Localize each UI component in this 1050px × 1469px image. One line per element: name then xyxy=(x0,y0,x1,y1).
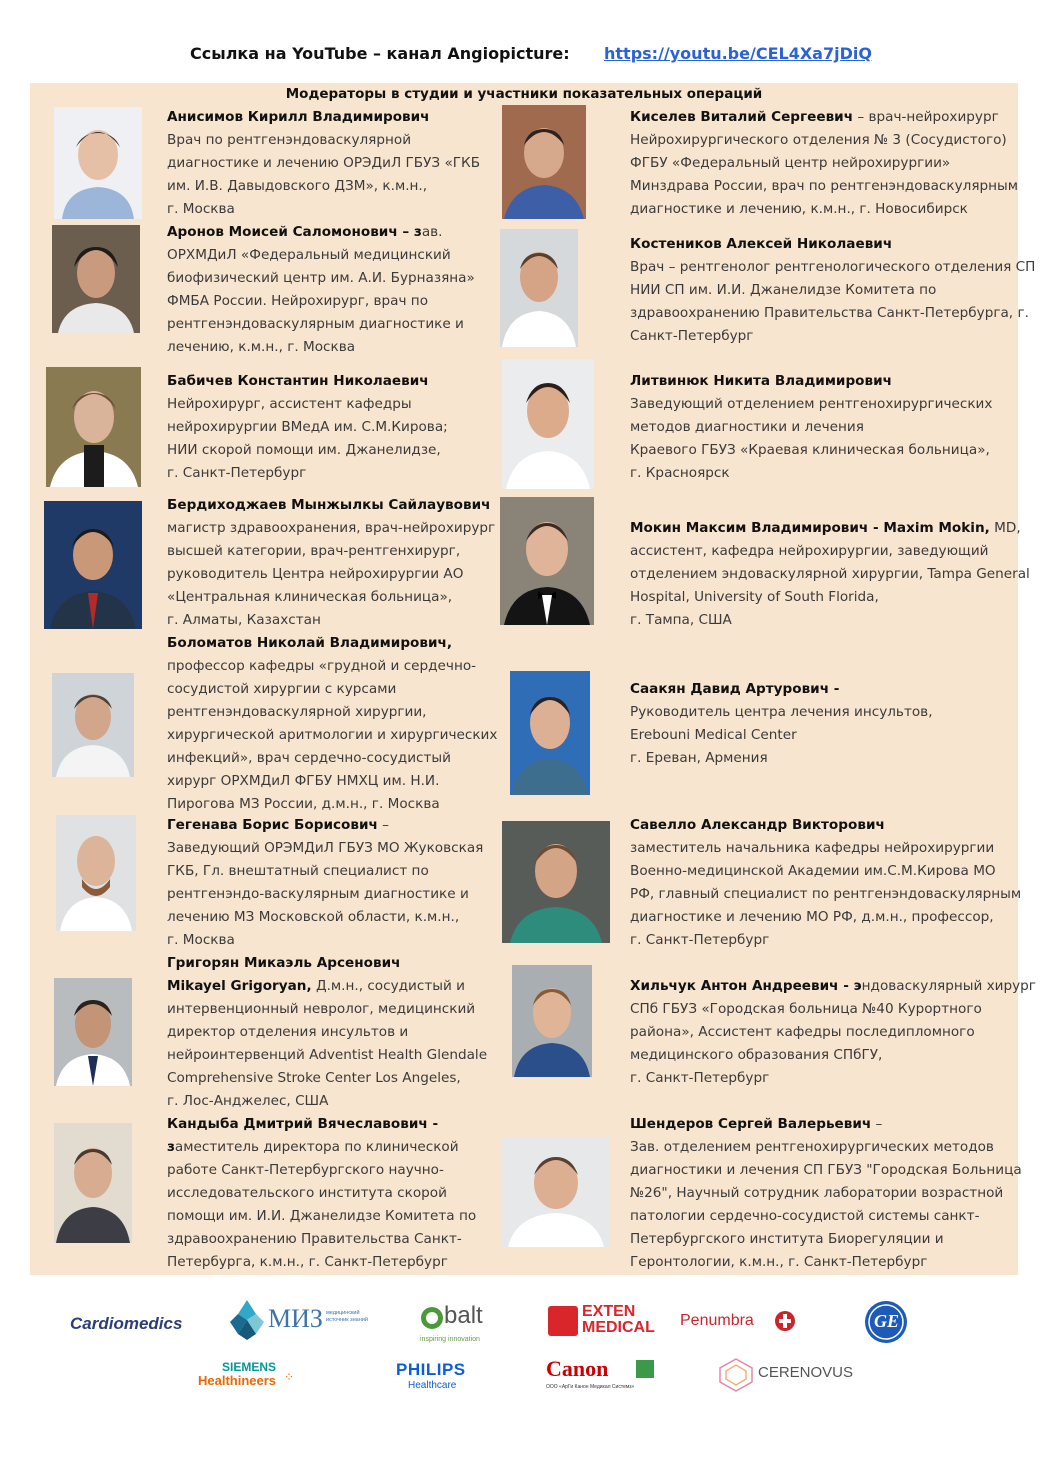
participant-line: г. Ереван, Армения xyxy=(630,750,768,766)
participant-name-latin: Mikayel Grigoryan, xyxy=(167,978,312,994)
philips-top: PHILIPS xyxy=(396,1360,466,1379)
participant-line: нейрохирургии ВМедА им. С.М.Кирова; xyxy=(167,419,448,435)
participant-line: Руководитель центра лечения инсультов, xyxy=(630,704,933,720)
participant-line: ассистент, кафедра нейрохирургии, заведующий xyxy=(630,543,989,559)
participant-line: Врач по рентгенэндоваскулярной xyxy=(167,132,412,148)
photo-kiselev xyxy=(502,105,586,219)
participant-line: НИИ скорой помощи им. Джанелидзе, xyxy=(167,442,441,458)
participant-line: района», Ассистент кафедры последипломного xyxy=(630,1024,975,1040)
photo-berdikhodzhaev xyxy=(44,501,142,629)
participant-line: работе Санкт-Петербургского научно- xyxy=(167,1162,444,1178)
participant-line: здравоохранению Правительства Санкт- xyxy=(167,1231,462,1247)
participant-line: нейроинтервенций Adventist Health Glendale xyxy=(167,1047,488,1063)
participant-line: Военно-медицинской Академии им.С.М.Кирова МО xyxy=(630,863,996,879)
balt-logo xyxy=(420,1300,510,1344)
participant-line: диагностике и лечению ОРЭДиЛ ГБУЗ «ГКБ xyxy=(167,155,481,171)
participant-line: Заведующий ОРЭМДиЛ ГБУЗ МО Жуковская xyxy=(167,840,484,856)
participant-right-2 xyxy=(630,370,1010,485)
participant-line: диагностике и лечению, к.м.н., г. Новосибирск xyxy=(630,201,968,217)
participant-line: здравоохранению Правительства Санкт-Петербурга, г. xyxy=(630,305,1029,321)
cerenovus-logo xyxy=(718,1358,858,1392)
participant-line: медицинского образования СПбГУ, xyxy=(630,1047,883,1063)
photo-kostenikov xyxy=(500,229,578,347)
extenmedical-bottom: MEDICAL xyxy=(582,1319,655,1336)
participant-line: СПб ГБУЗ «Городская больница №40 Курортного xyxy=(630,1001,982,1017)
participant-left-6 xyxy=(167,952,487,1113)
participant-line: Геронтологии, к.м.н., г. Санкт-Петербург xyxy=(630,1254,928,1270)
canon-wordmark: Canon xyxy=(546,1356,609,1381)
participant-name: Анисимов Кирилл Владимирович xyxy=(167,109,430,125)
participant-line: ФМБА России. Нейрохирург, врач по xyxy=(167,293,429,309)
philips-logo xyxy=(396,1360,486,1394)
participant-line: магистр здравоохранения, врач-нейрохирург xyxy=(167,520,496,536)
photo-savello xyxy=(502,821,610,943)
siemens-logo xyxy=(198,1360,308,1394)
participant-line: лечению, к.м.н., г. Москва xyxy=(167,339,356,355)
balt-tagline: inspiring innovation xyxy=(420,1336,480,1343)
participant-line: Hospital, University of South Florida, xyxy=(630,589,879,605)
ge-logo xyxy=(864,1300,908,1344)
participant-line: Д.м.н., сосудистый и xyxy=(311,978,465,994)
penumbra-wordmark: Penumbra xyxy=(680,1312,754,1329)
participant-line: НИИ СП им. И.И. Джанелидзе Комитета по xyxy=(630,282,937,298)
participant-line: ГКБ, Гл. внештатный специалист по xyxy=(167,863,429,879)
participant-line: методов диагностики и лечения xyxy=(630,419,864,435)
participant-line: Erebouni Medical Center xyxy=(630,727,797,743)
siemens-top: SIEMENS xyxy=(222,1360,277,1374)
youtube-link[interactable]: https://youtu.be/CEL4Xa7jDiQ xyxy=(604,44,872,63)
participant-line: Минздрава России, врач по рентгенэндоваскулярным xyxy=(630,178,1019,194)
participant-line: РФ, главный специалист по рентгенэндоваскулярным xyxy=(630,886,1022,902)
penumbra-logo xyxy=(680,1312,800,1338)
participant-line: интервенционный невролог, медицинский xyxy=(167,1001,476,1017)
photo-litvinyuk xyxy=(502,359,594,489)
photo-mokin xyxy=(500,497,594,625)
participant-suffix: ав. xyxy=(421,224,443,240)
participant-line: биофизический центр им. А.И. Бурназяна» xyxy=(167,270,475,286)
participant-line: хирургической аритмологии и хирургических xyxy=(167,727,498,743)
siemens-bottom: Healthineers xyxy=(198,1373,277,1388)
participant-line: диагностики и лечения СП ГБУЗ "Городская Больница xyxy=(630,1162,1022,1178)
panel-title: Модераторы в студии и участники показательных операций xyxy=(285,86,763,102)
miz-mark-icon xyxy=(228,1300,266,1340)
participant-line: Comprehensive Stroke Center Los Angeles, xyxy=(167,1070,461,1086)
participant-line: Санкт-Петербург xyxy=(630,328,754,344)
header xyxy=(0,40,1050,70)
extenmedical-mark-icon xyxy=(548,1306,578,1336)
photo-khilchuk xyxy=(512,965,592,1077)
participant-line: хирург ОРХМДиЛ ФГБУ НМХЦ им. Н.И. xyxy=(167,773,440,789)
participant-name: Мокин Максим Владимирович - Maxim Mokin, xyxy=(630,520,990,536)
photo-shenderov xyxy=(502,1137,610,1247)
participant-line: г. Санкт-Петербург xyxy=(630,1070,770,1086)
participant-line: рентгенэндоваскулярным диагностике и xyxy=(167,316,464,332)
participant-line: руководитель Центра нейрохирургии АО xyxy=(167,566,464,582)
participant-line: Петербургского института Биорегуляции и xyxy=(630,1231,944,1247)
participant-name: Литвинюк Никита Владимирович xyxy=(630,373,892,389)
participant-suffix: – xyxy=(871,1116,883,1132)
participant-line: Пирогова МЗ России, д.м.н., г. Москва xyxy=(167,796,440,812)
participant-suffix: – xyxy=(377,817,389,833)
canon-mark-icon xyxy=(636,1360,654,1378)
participant-line: диагностике и лечению МО РФ, д.м.н., профессор, xyxy=(630,909,994,925)
participant-name: Костеников Алексей Николаевич xyxy=(630,236,893,252)
cerenovus-wordmark: CERENOVUS xyxy=(758,1364,854,1381)
photo-kandyba xyxy=(54,1123,132,1243)
participant-line: отделением эндоваскулярной хирургии, Tampa General xyxy=(630,566,1030,582)
participant-suffix: MD, xyxy=(989,520,1021,536)
cerenovus-mark-icon xyxy=(718,1358,754,1392)
participant-line: Заведующий отделением рентгенохирургических xyxy=(630,396,993,412)
participant-line: рентгенэндоваскулярной хирургии, xyxy=(167,704,427,720)
participant-line: г. Москва xyxy=(167,201,235,217)
participant-right-6 xyxy=(630,975,1036,1090)
balt-wordmark: balt xyxy=(444,1302,483,1329)
participant-line: Петербурга, к.м.н., г. Санкт-Петербург xyxy=(167,1254,448,1270)
photo-bolomatov xyxy=(52,673,134,777)
participant-line: сосудистой хирургии с курсами xyxy=(167,681,397,697)
participant-right-0 xyxy=(630,106,1019,221)
participant-line: профессор кафедры «грудной и сердечно- xyxy=(167,658,477,674)
participant-name: Хильчук Антон Андреевич - э xyxy=(630,978,862,994)
participant-line: г. Москва xyxy=(167,932,235,948)
participant-line: высшей категории, врач-рентгенхирург, xyxy=(167,543,461,559)
photo-aronov xyxy=(52,225,140,333)
photo-anisimov xyxy=(54,107,142,219)
participant-left-3 xyxy=(167,494,496,632)
philips-bottom: Healthcare xyxy=(408,1380,457,1391)
participant-name: Григорян Микаэль Арсенович xyxy=(167,955,401,971)
miz-subtitle: медицинский источник знаний xyxy=(326,1310,368,1323)
participant-line: Краевого ГБУЗ «Краевая клиническая больница», xyxy=(630,442,990,458)
participant-line: им. И.В. Давыдовского ДЗМ», к.м.н., xyxy=(167,178,428,194)
siemens-dots-icon: ⁘ xyxy=(284,1370,295,1384)
participant-line: г. Лос-Анджелес, США xyxy=(167,1093,329,1109)
canon-logo xyxy=(546,1356,666,1396)
participant-line: ФГБУ «Федеральный центр нейрохирургии» xyxy=(630,155,951,171)
penumbra-mark-icon xyxy=(774,1310,796,1332)
participant-line: рентгенэндо-васкулярным диагностике и xyxy=(167,886,469,902)
participant-left-7 xyxy=(167,1113,487,1274)
cardiomedics-logo: Cardiomedics xyxy=(70,1314,183,1333)
participant-right-3 xyxy=(630,517,1030,632)
canon-subtitle: ООО «АрГи Канон Медикал Системз» xyxy=(546,1384,635,1390)
extenmedical-top: EXTEN xyxy=(582,1303,636,1320)
balt-mark-icon xyxy=(420,1306,444,1330)
participant-line: г. Красноярск xyxy=(630,465,730,481)
participant-left-1 xyxy=(167,221,487,359)
participant-line: заместитель начальника кафедры нейрохирургии xyxy=(630,840,995,856)
participant-line: г. Тампа, США xyxy=(630,612,732,628)
participant-line: г. Алматы, Казахстан xyxy=(167,612,321,628)
participant-line: патологии сердечно-сосудистой системы санкт- xyxy=(630,1208,980,1224)
participant-suffix: – врач-нейрохирург xyxy=(853,109,999,125)
participant-right-1 xyxy=(630,233,1036,348)
miz-logo xyxy=(228,1300,378,1344)
participant-suffix: ндоваскулярный хирург xyxy=(861,978,1036,994)
participant-line: исследовательского института скорой xyxy=(167,1185,447,1201)
ge-wordmark: GE xyxy=(874,1311,900,1331)
youtube-label: Ссылка на YouTube – канал Angiopicture: xyxy=(190,44,570,63)
participant-line: Нейрохирург, ассистент кафедры xyxy=(167,396,412,412)
participant-line: г. Санкт-Петербург xyxy=(630,932,770,948)
participant-line: «Центральная клиническая больница», xyxy=(167,589,453,605)
participant-line: аместитель директора по клинической xyxy=(174,1139,459,1155)
participant-name: Кандыба Дмитрий Вячеславович - xyxy=(167,1116,439,1132)
participant-line: Зав. отделением рентгенохирургических методов xyxy=(630,1139,994,1155)
extenmedical-logo xyxy=(548,1304,660,1340)
participant-line: Нейрохирургического отделения № 3 (Сосудистого) xyxy=(630,132,1007,148)
photo-grigoryan xyxy=(54,978,132,1086)
participants-panel xyxy=(30,83,1036,1275)
participant-right-4 xyxy=(630,678,1010,770)
participant-name: Гегенава Борис Борисович xyxy=(167,817,378,833)
miz-wordmark: МИЗ xyxy=(268,1304,323,1333)
participant-line: Врач – рентгенолог рентгенологического отделения СП xyxy=(630,259,1036,275)
participant-left-0 xyxy=(167,106,487,221)
photo-saakyan xyxy=(510,671,590,795)
participant-name: Бабичев Константин Николаевич xyxy=(167,373,429,389)
participant-left-4 xyxy=(167,632,498,816)
participant-left-2 xyxy=(167,370,487,485)
participant-name: Бердиходжаев Мынжылкы Сайлаувович xyxy=(167,497,491,513)
participant-line: помощи им. И.И. Джанелидзе Комитета по xyxy=(167,1208,477,1224)
photo-babichev xyxy=(46,367,141,487)
participant-line: лечению МЗ Московской области, к.м.н., xyxy=(167,909,460,925)
participant-right-7 xyxy=(630,1113,1022,1274)
participant-initial: з xyxy=(167,1139,175,1155)
participant-name: Савелло Александр Викторович xyxy=(630,817,885,833)
participant-name: Шендеров Сергей Валерьевич xyxy=(630,1116,872,1132)
photo-gegenava xyxy=(56,815,136,931)
participant-line: г. Санкт-Петербург xyxy=(167,465,307,481)
participant-name: Аронов Моисей Саломонович – з xyxy=(167,224,422,240)
participant-name: Саакян Давид Артурович - xyxy=(630,681,840,697)
participant-line: инфекций», врач сердечно-сосудистый xyxy=(167,750,451,766)
participant-left-5 xyxy=(167,814,487,952)
participant-name: Киселев Виталий Сергеевич xyxy=(630,109,854,125)
sponsor-logos xyxy=(0,1290,1050,1400)
participant-line: директор отделения инсультов и xyxy=(167,1024,409,1040)
participant-line: №26", Научный сотрудник лаборатории возрастной xyxy=(630,1185,1004,1201)
participant-line: ОРХМДиЛ «Федеральный медицинский xyxy=(167,247,451,263)
participant-name: Боломатов Николай Владимирович, xyxy=(167,635,453,651)
participant-right-5 xyxy=(630,814,1022,952)
